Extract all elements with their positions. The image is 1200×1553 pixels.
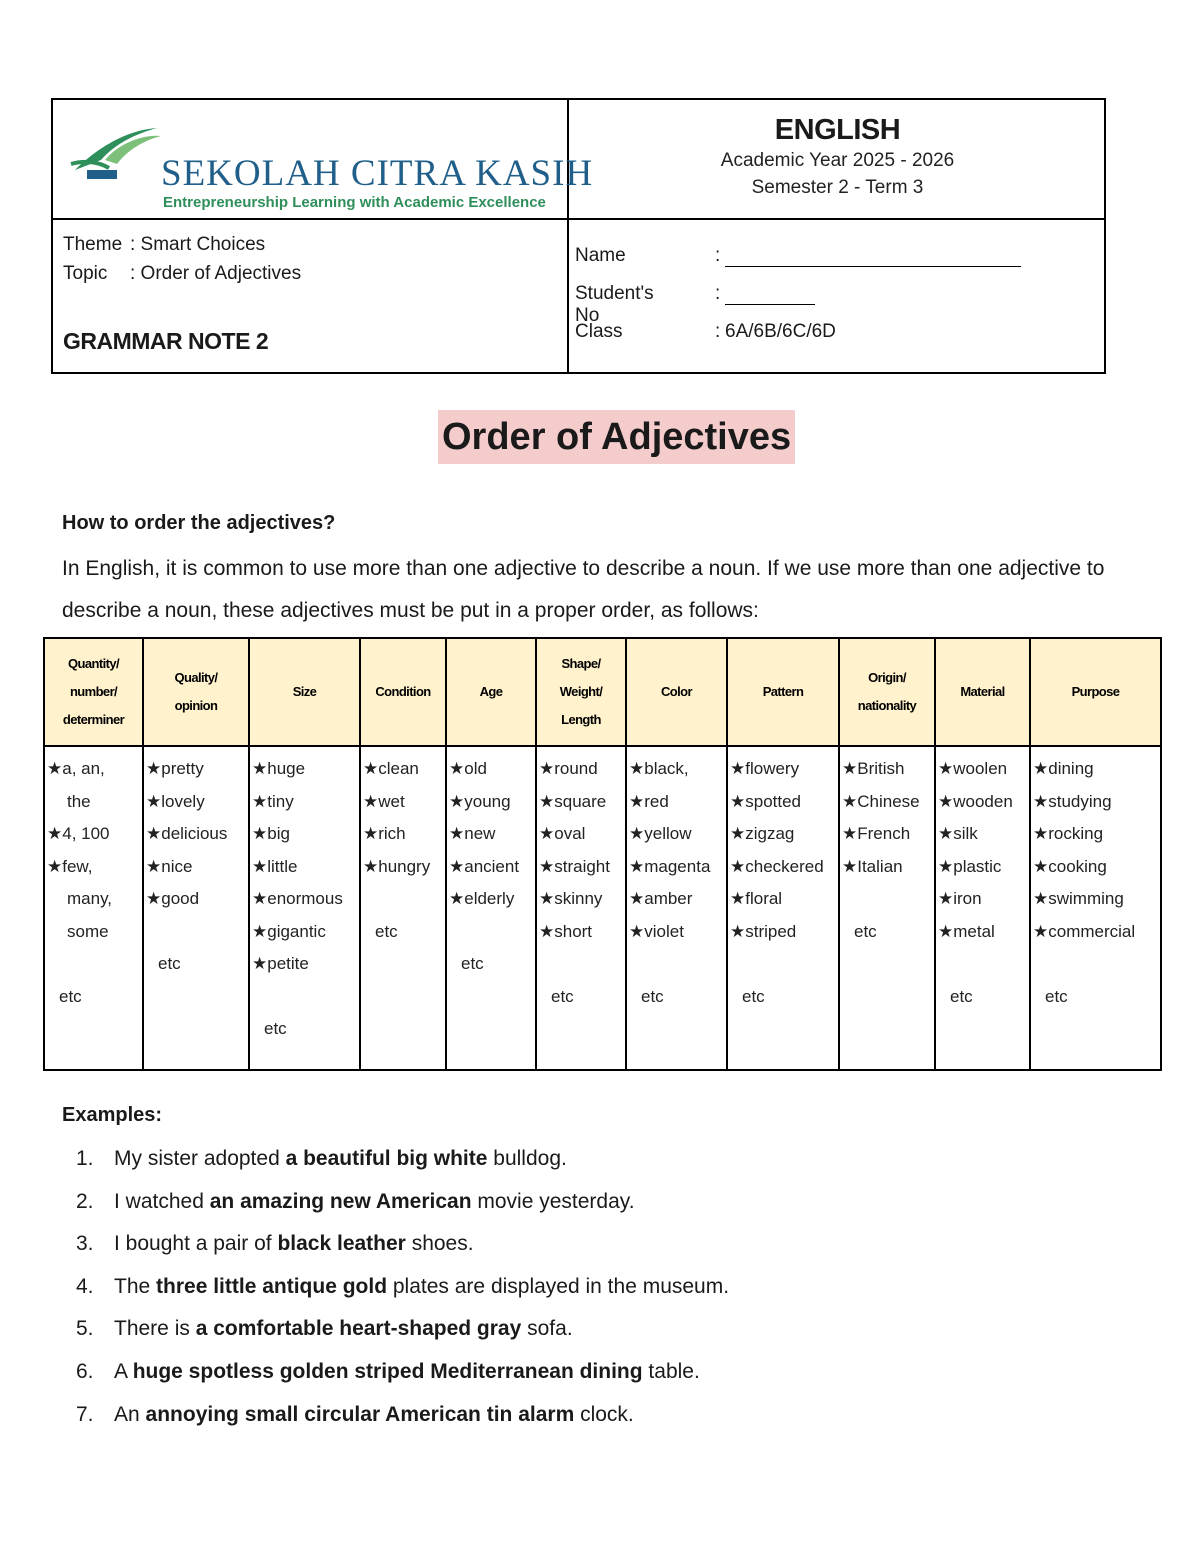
school-emblem-icon bbox=[65, 120, 165, 190]
adjective-item: ★swimming bbox=[1033, 889, 1124, 908]
adjective-item bbox=[938, 952, 1029, 985]
adjective-item: ★iron bbox=[938, 889, 982, 908]
column-header bbox=[839, 638, 935, 746]
adjective-item: ★yellow bbox=[629, 824, 692, 843]
etc-label: etc bbox=[461, 954, 484, 973]
grammar-note-title: GRAMMAR NOTE 2 bbox=[63, 328, 269, 354]
example-text: movie yesterday. bbox=[471, 1189, 635, 1213]
example-text: The bbox=[114, 1274, 157, 1298]
adjective-item bbox=[47, 952, 142, 985]
example-text: A bbox=[114, 1359, 133, 1383]
example-text: My sister adopted bbox=[114, 1147, 286, 1170]
column-header bbox=[44, 638, 143, 746]
etc-label: etc bbox=[641, 986, 664, 1006]
header-box bbox=[51, 98, 1106, 374]
adjective-item: ★Chinese bbox=[842, 791, 920, 811]
adjective-item: ★short bbox=[539, 921, 593, 941]
adjective-item: ★big bbox=[252, 824, 290, 843]
adjective-item: ★ancient bbox=[449, 856, 520, 876]
adjective-item: ★violet bbox=[629, 921, 684, 941]
example-item bbox=[76, 1394, 729, 1437]
column-header bbox=[446, 638, 536, 746]
name-label: Name bbox=[575, 245, 626, 266]
column-header-line: number/ bbox=[69, 684, 118, 699]
column-header-line: Length bbox=[561, 712, 601, 727]
example-number: 6. bbox=[76, 1359, 94, 1383]
example-adjectives: three little antique gold bbox=[156, 1274, 388, 1298]
adjective-item: ★floral bbox=[730, 889, 783, 908]
column-cell bbox=[249, 746, 360, 1070]
adjective-item: ★few, bbox=[47, 856, 93, 876]
example-adjectives: annoying small circular American tin alarm bbox=[145, 1402, 575, 1426]
column-header bbox=[727, 638, 839, 746]
section-question: How to order the adjectives? bbox=[62, 512, 336, 534]
school-tagline: Entrepreneurship Learning with Academic Excellence bbox=[163, 194, 546, 211]
example-text: I watched bbox=[114, 1189, 210, 1213]
column-cell bbox=[44, 746, 143, 1070]
adjective-order-table bbox=[43, 637, 1162, 1071]
adjective-item: ★skinny bbox=[539, 889, 603, 908]
adjective-item: ★new bbox=[449, 824, 496, 843]
example-adjectives: an amazing new American bbox=[209, 1189, 472, 1213]
adjective-item: ★clean bbox=[363, 759, 419, 778]
adjective-item: ★cooking bbox=[1033, 856, 1107, 876]
adjective-item: ★wooden bbox=[938, 791, 1013, 811]
adjective-item: many, bbox=[67, 889, 113, 908]
column-header-line: Quantity/ bbox=[68, 656, 119, 671]
column-header-line: Age bbox=[479, 684, 503, 699]
example-number: 5. bbox=[76, 1317, 94, 1341]
semester-term: Semester 2 - Term 3 bbox=[751, 177, 924, 198]
etc-label: etc bbox=[854, 921, 877, 941]
adjective-item: ★round bbox=[539, 759, 598, 778]
adjective-item: ★young bbox=[449, 791, 511, 811]
adjective-item: ★straight bbox=[539, 856, 610, 876]
example-adjectives: huge spotless golden striped Mediterranean dining bbox=[132, 1359, 643, 1383]
topic-label: Topic bbox=[63, 263, 108, 284]
page-title: Order of Adjectives bbox=[438, 410, 795, 464]
name-colon: : bbox=[715, 245, 721, 266]
class-value: 6A/6B/6C/6D bbox=[725, 321, 836, 342]
example-text: There is bbox=[114, 1317, 196, 1341]
adjective-item: ★enormous bbox=[252, 889, 343, 908]
adjective-item: ★oval bbox=[539, 824, 586, 843]
etc-label: etc bbox=[375, 921, 398, 941]
column-header-line: Shape/ bbox=[561, 656, 601, 671]
example-text: sofa. bbox=[521, 1317, 573, 1341]
column-header bbox=[536, 638, 626, 746]
adjective-item: ★British bbox=[842, 759, 905, 778]
example-text: table. bbox=[642, 1359, 700, 1383]
column-header bbox=[360, 638, 446, 746]
table-body-row bbox=[44, 746, 1161, 1070]
adjective-item bbox=[363, 887, 445, 920]
example-text: An bbox=[114, 1402, 146, 1426]
examples-title: Examples: bbox=[62, 1104, 163, 1126]
example-number: 2. bbox=[76, 1189, 94, 1213]
adjective-item bbox=[730, 952, 838, 985]
adjective-item: ★Italian bbox=[842, 856, 903, 876]
student-no-field[interactable] bbox=[725, 284, 815, 305]
adjective-item: ★hungry bbox=[363, 856, 431, 876]
adjective-item: ★dining bbox=[1033, 759, 1094, 778]
column-cell bbox=[536, 746, 626, 1070]
column-header-line: Pattern bbox=[762, 684, 804, 699]
column-header-line: Condition bbox=[375, 684, 431, 699]
academic-year: Academic Year 2025 - 2026 bbox=[720, 150, 955, 171]
column-header-line: Quality/ bbox=[174, 670, 218, 685]
theme-topic-block bbox=[63, 230, 301, 288]
adjective-item bbox=[539, 952, 625, 985]
adjective-item: ★plastic bbox=[938, 856, 1002, 876]
column-cell bbox=[839, 746, 935, 1070]
topic-value: : Order of Adjectives bbox=[130, 263, 302, 284]
example-number: 4. bbox=[76, 1274, 94, 1298]
adjective-item: ★elderly bbox=[449, 889, 515, 908]
example-number: 3. bbox=[76, 1232, 94, 1256]
etc-label: etc bbox=[551, 986, 574, 1006]
adjective-item: ★red bbox=[629, 791, 669, 811]
adjective-item: ★flowery bbox=[730, 759, 800, 778]
column-cell bbox=[935, 746, 1030, 1070]
intro-paragraph: In English, it is common to use more than one adjective to describe a noun. If we use more than one adjective to describe a noun, these adjectives must be put in a proper order, as follows: bbox=[62, 557, 1105, 622]
column-header bbox=[1030, 638, 1161, 746]
column-header-line: determiner bbox=[62, 712, 125, 727]
example-item bbox=[76, 1138, 729, 1181]
column-header bbox=[626, 638, 727, 746]
topic-row bbox=[63, 259, 301, 288]
example-adjectives: a beautiful big white bbox=[285, 1147, 488, 1170]
adjective-item: ★petite bbox=[252, 954, 309, 973]
example-adjectives: black leather bbox=[277, 1232, 406, 1256]
class-label: Class bbox=[575, 321, 623, 342]
example-number: 7. bbox=[76, 1402, 94, 1426]
adjective-item: ★old bbox=[449, 759, 487, 778]
example-item bbox=[76, 1308, 729, 1351]
class-colon: : bbox=[715, 321, 721, 342]
column-header-line: nationality bbox=[857, 698, 917, 713]
etc-label: etc bbox=[950, 986, 973, 1006]
adjective-item bbox=[629, 952, 726, 985]
example-item bbox=[76, 1223, 729, 1266]
adjective-item: the bbox=[67, 791, 91, 811]
adjective-item: ★4, 100 bbox=[47, 824, 110, 843]
column-header-line: Color bbox=[661, 684, 692, 699]
adjective-item: ★good bbox=[146, 889, 200, 908]
column-header-line: Purpose bbox=[1071, 684, 1120, 699]
school-name: SEKOLAH CITRA KASIH bbox=[161, 153, 594, 194]
examples-list bbox=[76, 1138, 729, 1436]
column-header bbox=[249, 638, 360, 746]
student-no-label: Student's No bbox=[575, 283, 654, 326]
adjective-item: ★striped bbox=[730, 921, 797, 941]
adjective-item bbox=[146, 920, 248, 953]
etc-label: etc bbox=[158, 954, 181, 973]
adjective-item: ★metal bbox=[938, 921, 995, 941]
adjective-item: ★huge bbox=[252, 759, 306, 778]
column-cell bbox=[1030, 746, 1161, 1070]
adjective-item: ★tiny bbox=[252, 791, 294, 811]
adjective-item: ★square bbox=[539, 791, 607, 811]
adjective-item bbox=[449, 920, 535, 953]
subject-title: ENGLISH bbox=[774, 114, 901, 146]
example-item bbox=[76, 1181, 729, 1224]
example-text: I bought a pair of bbox=[114, 1232, 278, 1256]
adjective-item: ★black, bbox=[629, 759, 689, 778]
adjective-item: ★wet bbox=[363, 791, 405, 811]
adjective-item: ★zigzag bbox=[730, 824, 795, 843]
column-cell bbox=[360, 746, 446, 1070]
adjective-item: ★a, an, bbox=[47, 759, 105, 778]
example-number: 1. bbox=[76, 1147, 94, 1170]
adjective-item: ★rocking bbox=[1033, 824, 1104, 843]
adjective-item: ★commercial bbox=[1033, 921, 1136, 941]
column-header bbox=[935, 638, 1030, 746]
column-header-line: Weight/ bbox=[559, 684, 603, 699]
example-adjectives: a comfortable heart-shaped gray bbox=[195, 1317, 522, 1341]
example-text: shoes. bbox=[405, 1232, 474, 1256]
column-header-line: Origin/ bbox=[868, 670, 906, 685]
column-cell bbox=[626, 746, 727, 1070]
adjective-item: ★studying bbox=[1033, 791, 1112, 811]
adjective-item: ★spotted bbox=[730, 791, 802, 811]
header-divider-horizontal bbox=[53, 218, 1104, 220]
theme-row bbox=[63, 230, 301, 259]
column-header-line: Material bbox=[960, 684, 1005, 699]
school-logo bbox=[65, 114, 594, 211]
adjective-item: ★French bbox=[842, 824, 911, 843]
adjective-item: ★lovely bbox=[146, 791, 205, 811]
column-cell bbox=[143, 746, 249, 1070]
adjective-item: ★gigantic bbox=[252, 921, 326, 941]
adjective-item: ★little bbox=[252, 856, 298, 876]
adjective-item: ★silk bbox=[938, 824, 978, 843]
adjective-item: ★woolen bbox=[938, 759, 1008, 778]
etc-label: etc bbox=[742, 986, 765, 1006]
adjective-item: ★amber bbox=[629, 889, 693, 908]
table-header-row bbox=[44, 638, 1161, 746]
column-header-line: opinion bbox=[174, 698, 218, 713]
student-no-colon: : bbox=[715, 283, 721, 304]
example-text: plates are displayed in the museum. bbox=[387, 1274, 730, 1298]
column-cell bbox=[446, 746, 536, 1070]
etc-label: etc bbox=[59, 986, 82, 1006]
theme-value: : Smart Choices bbox=[130, 234, 266, 255]
example-text: clock. bbox=[574, 1402, 634, 1426]
etc-label: etc bbox=[264, 1019, 287, 1038]
example-item bbox=[76, 1266, 729, 1309]
column-header-line: Size bbox=[292, 684, 317, 699]
name-field[interactable] bbox=[725, 246, 1021, 267]
subject-info bbox=[569, 100, 1106, 218]
adjective-item bbox=[1033, 952, 1160, 985]
etc-label: etc bbox=[1045, 986, 1068, 1006]
adjective-item: ★rich bbox=[363, 824, 406, 843]
adjective-item: ★nice bbox=[146, 856, 193, 876]
adjective-item: ★checkered bbox=[730, 856, 824, 876]
adjective-item: some bbox=[67, 921, 109, 941]
theme-label: Theme bbox=[63, 234, 123, 255]
adjective-item: ★pretty bbox=[146, 759, 204, 778]
adjective-item: ★magenta bbox=[629, 856, 711, 876]
example-text: bulldog. bbox=[487, 1147, 567, 1170]
column-header bbox=[143, 638, 249, 746]
column-cell bbox=[727, 746, 839, 1070]
adjective-item bbox=[842, 887, 934, 920]
example-item bbox=[76, 1351, 729, 1394]
adjective-item: ★delicious bbox=[146, 824, 228, 843]
adjective-item bbox=[252, 985, 359, 1018]
